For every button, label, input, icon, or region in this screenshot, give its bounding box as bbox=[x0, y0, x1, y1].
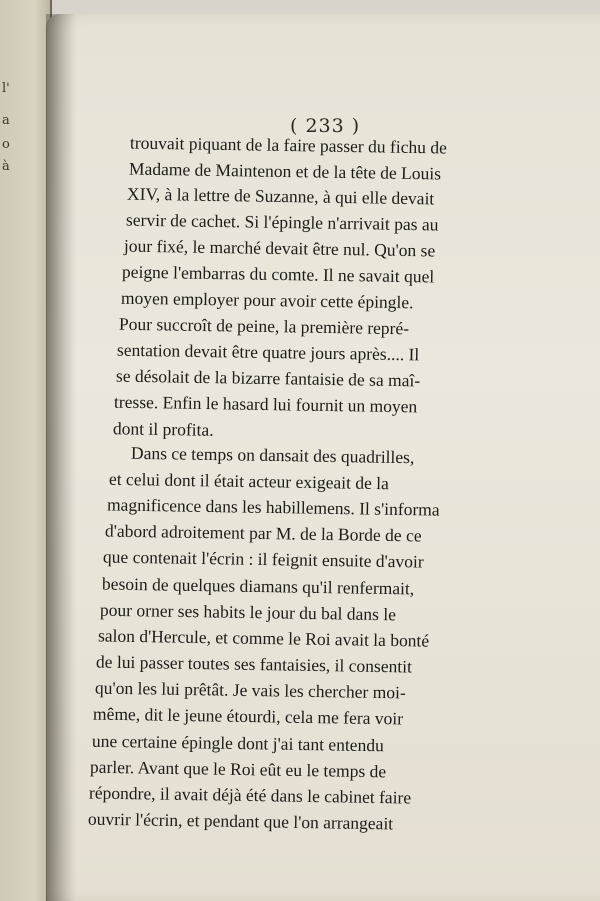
text-line: dont il profita. bbox=[112, 418, 214, 440]
text-line: sentation devait être quatre jours après.... Il bbox=[116, 339, 420, 365]
text-line: même, dit le jeune étourdi, cela me fera voir bbox=[92, 703, 404, 729]
text-line: jour fixé, le marché devait être nul. Qu'on se bbox=[123, 235, 436, 261]
text-line: parler. Avant que le Roi eût eu le temps de bbox=[89, 756, 387, 782]
text-line: XIV, à la lettre de Suzanne, à qui elle devait bbox=[126, 183, 435, 209]
facing-page-fragment: l' bbox=[2, 81, 10, 96]
facing-page-fragment: o bbox=[2, 137, 10, 152]
text-line: que contenait l'écrin : il feignit ensuite d'avoir bbox=[102, 546, 424, 572]
text-line: répondre, il avait déjà été dans le cabinet faire bbox=[88, 782, 412, 808]
text-line: salon d'Hercule, et comme le Roi avait la bonté bbox=[97, 625, 430, 651]
text-line: servir de cachet. Si l'épingle n'arrivait pas au bbox=[125, 209, 439, 235]
text-line: se désolait de la bizarre fantaisie de sa maî- bbox=[115, 365, 421, 391]
text-line: Madame de Maintenon et de la tête de Louis bbox=[128, 158, 442, 184]
facing-page-fragment: a bbox=[2, 113, 10, 128]
text-line: et celui dont il était acteur exigeait de la bbox=[108, 468, 390, 494]
text-line: tresse. Enfin le hasard lui fournit un moyen bbox=[113, 391, 418, 417]
text-line: magnificence dans les habillemens. Il s'informa bbox=[106, 494, 440, 520]
text-line: Pour succroît de peine, la première repré- bbox=[118, 313, 410, 339]
facing-page-fragment: à bbox=[2, 159, 10, 174]
text-line: trouvait piquant de la faire passer du fichu de bbox=[129, 132, 447, 158]
text-line: qu'on les lui prêtât. Je vais les chercher moi- bbox=[94, 677, 406, 703]
text-line: peigne l'embarras du comte. Il ne savait quel bbox=[121, 261, 435, 287]
text-line: Dans ce temps on dansait des quadrilles, bbox=[130, 442, 415, 468]
text-line: d'abord adroitement par M. de la Borde de ce bbox=[104, 520, 422, 546]
text-line: pour orner ses habits le jour du bal dans le bbox=[99, 599, 397, 625]
text-line: besoin de quelques diamans qu'il renfermait, bbox=[101, 573, 415, 599]
text-line: moyen employer pour avoir cette épingle. bbox=[120, 287, 414, 313]
text-line: de lui passer toutes ses fantaisies, il consentit bbox=[95, 651, 413, 677]
text-line: ouvrir l'écrin, et pendant que l'on arrangeait bbox=[87, 808, 394, 834]
page-number: ( 233 ) bbox=[290, 115, 361, 137]
text-line: une certaine épingle dont j'ai tant entendu bbox=[91, 730, 384, 756]
